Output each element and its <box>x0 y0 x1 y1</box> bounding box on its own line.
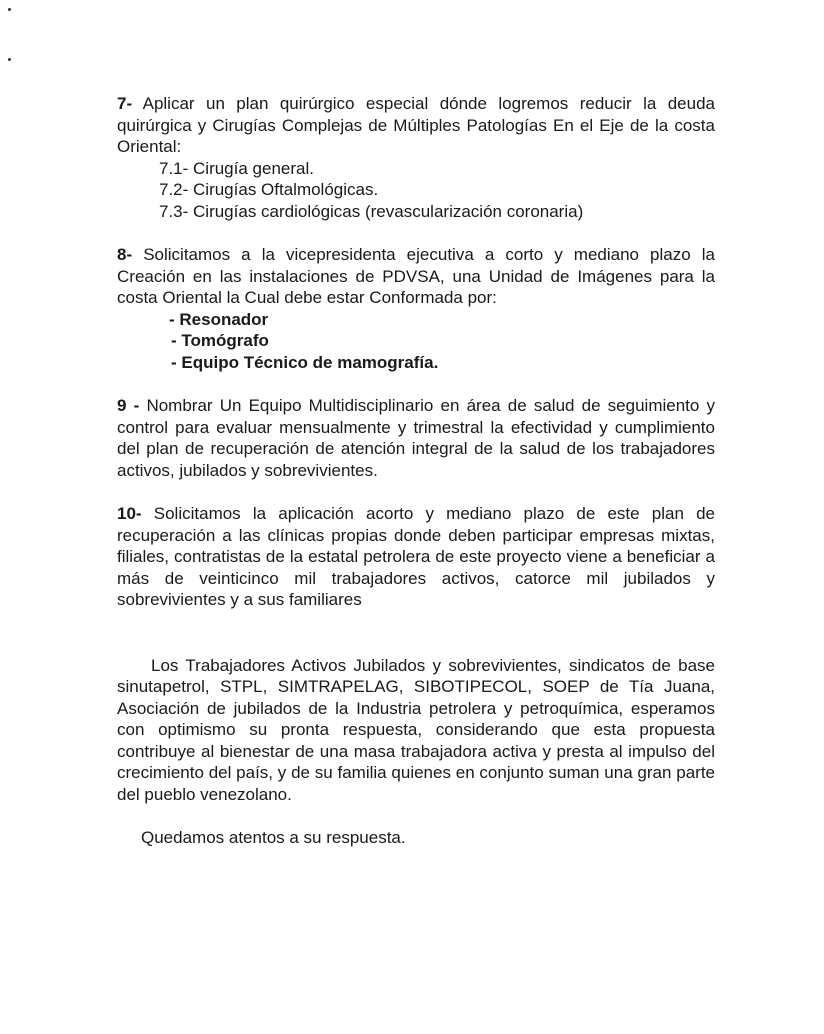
item-7-paragraph <box>117 93 715 158</box>
item-7-text: Aplicar un plan quirúrgico especial dónde logremos reducir la deuda quirúrgica y Cirugías Complejas de Múltiples Patologías En el Eje de la costa Oriental: <box>117 94 715 156</box>
item-8-paragraph <box>117 244 715 309</box>
item-8-bullet-tomografo: - Tomógrafo <box>171 331 269 350</box>
item-7-1: 7.1- Cirugía general. <box>159 158 314 178</box>
item-8-number: 8- <box>117 245 133 264</box>
item-8-bullet-mamografia: - Equipo Técnico de mamografía. <box>171 352 439 372</box>
item-9-paragraph <box>117 395 715 481</box>
item-7-number: 7- <box>117 94 133 113</box>
sign-off: Quedamos atentos a su respuesta. <box>141 828 406 847</box>
item-10-number: 10- <box>117 504 142 523</box>
item-7-2: 7.2- Cirugías Oftalmológicas. <box>159 180 379 199</box>
item-9-text: Nombrar Un Equipo Multidisciplinario en área de salud de seguimiento y control para evaluar mensualmente y trimestral la efectividad y cumplimiento del plan de recuperación de atención integral de la salud de los trabajadores activos, jubilados y sobrevivientes. <box>117 396 715 480</box>
item-10-paragraph <box>117 503 715 611</box>
scan-speck <box>8 8 11 11</box>
item-9-number: 9 - <box>117 396 140 415</box>
item-10-text: Solicitamos la aplicación acorto y mediano plazo de este plan de recuperación a las clínicas propias donde deben participar empresas mixtas, filiales, contratistas de la estatal petrolera de este proyecto viene a beneficiar a más de veinticinco mil trabajadores activos, catorce mil jubilados y sobrevivientes y a sus familiares <box>117 504 715 609</box>
item-7-3: 7.3- Cirugías cardiológicas (revascularización coronaria) <box>159 201 584 221</box>
scan-speck <box>8 58 11 61</box>
item-8-bullet-resonador: - Resonador <box>169 309 269 329</box>
closing-paragraph: Los Trabajadores Activos Jubilados y sobrevivientes, sindicatos de base sinutapetrol, STPL, SIMTRAPELAG, SIBOTIPECOL, SOEP de Tía Juana, Asociación de jubilados de la Industria petrolera y petroquímica, esperamos con optimismo su pronta respuesta, considerando que esta propuesta contribuye al bienestar de una masa trabajadora activa y presta al impulso del crecimiento del país, y de su familia quienes en conjunto suman una gran parte del pueblo venezolano. <box>117 655 715 804</box>
item-8-text: Solicitamos a la vicepresidenta ejecutiva a corto y mediano plazo la Creación en las instalaciones de PDVSA, una Unidad de Imágenes para la costa Oriental la Cual debe estar Conformada por: <box>117 245 715 307</box>
letter-body <box>117 93 715 849</box>
